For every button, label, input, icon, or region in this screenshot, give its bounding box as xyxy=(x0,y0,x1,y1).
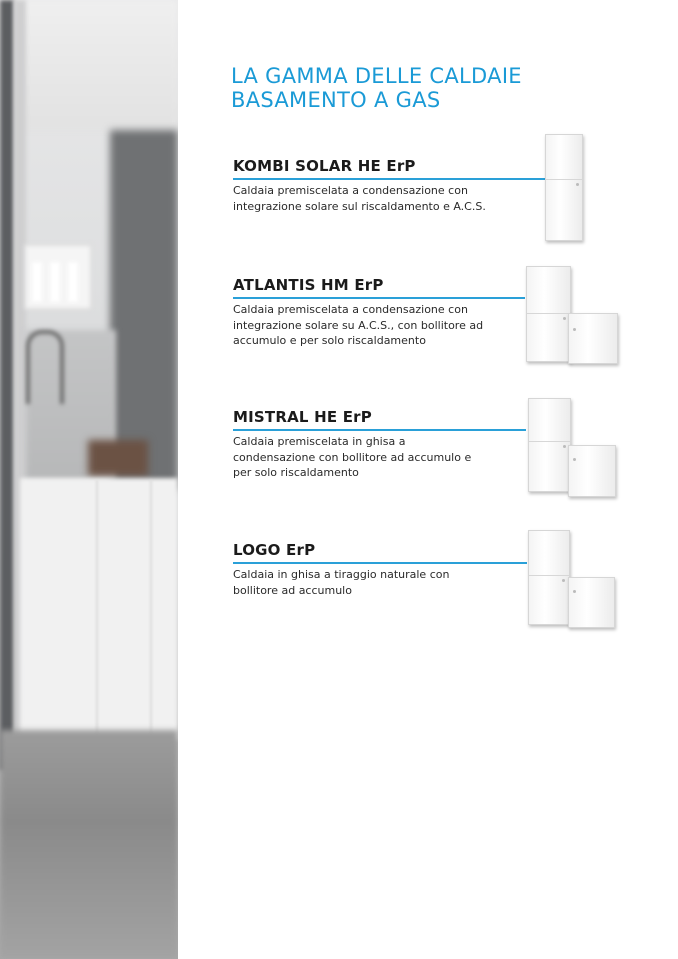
description-line: per solo riscaldamento xyxy=(233,466,359,479)
logo-boiler-image xyxy=(528,530,570,625)
description-line: integrazione solare sul riscaldamento e A.C.S. xyxy=(233,199,486,213)
atlantis-tank-image xyxy=(568,313,618,364)
mistral-tank-image xyxy=(568,445,616,497)
kombi-solar-boiler-image xyxy=(545,134,583,241)
product-mistral-he xyxy=(233,408,472,479)
description-line: bollitore ad accumulo xyxy=(233,583,352,597)
product-description xyxy=(233,567,513,598)
product-description xyxy=(233,183,513,214)
product-divider xyxy=(233,429,526,431)
product-divider xyxy=(233,562,527,564)
logo-tank-image xyxy=(568,577,615,628)
page-title-line-2: BASAMENTO A GAS xyxy=(231,88,441,112)
mistral-boiler-image xyxy=(528,398,571,492)
description-line: Caldaia premiscelata in ghisa a xyxy=(233,435,406,448)
product-atlantis-hm xyxy=(233,276,484,347)
interior-photo xyxy=(0,0,178,959)
product-description xyxy=(233,302,513,349)
product-name: LOGO ErP xyxy=(233,541,316,559)
product-name: MISTRAL HE ErP xyxy=(233,408,372,426)
description-line: accumulo e per solo riscaldamento xyxy=(233,334,426,347)
product-divider xyxy=(233,297,525,299)
description-line: Caldaia premiscelata a condensazione con xyxy=(233,303,468,316)
product-name: ATLANTIS HM ErP xyxy=(233,276,384,294)
description-line: Caldaia in ghisa a tiraggio naturale con xyxy=(233,568,450,581)
product-logo xyxy=(233,541,450,597)
page-title-line-1: LA GAMMA DELLE CALDAIE xyxy=(231,64,522,88)
description-line: integrazione solare su A.C.S., con bollitore ad xyxy=(233,318,484,332)
product-name: KOMBI SOLAR HE ErP xyxy=(233,157,416,175)
product-kombi-solar xyxy=(233,157,486,213)
description-line: condensazione con bollitore ad accumulo e xyxy=(233,450,472,464)
product-description xyxy=(233,434,513,481)
atlantis-boiler-image xyxy=(526,266,571,362)
product-divider xyxy=(233,178,545,180)
description-line: Caldaia premiscelata a condensazione con xyxy=(233,184,468,197)
page-title xyxy=(231,64,631,112)
